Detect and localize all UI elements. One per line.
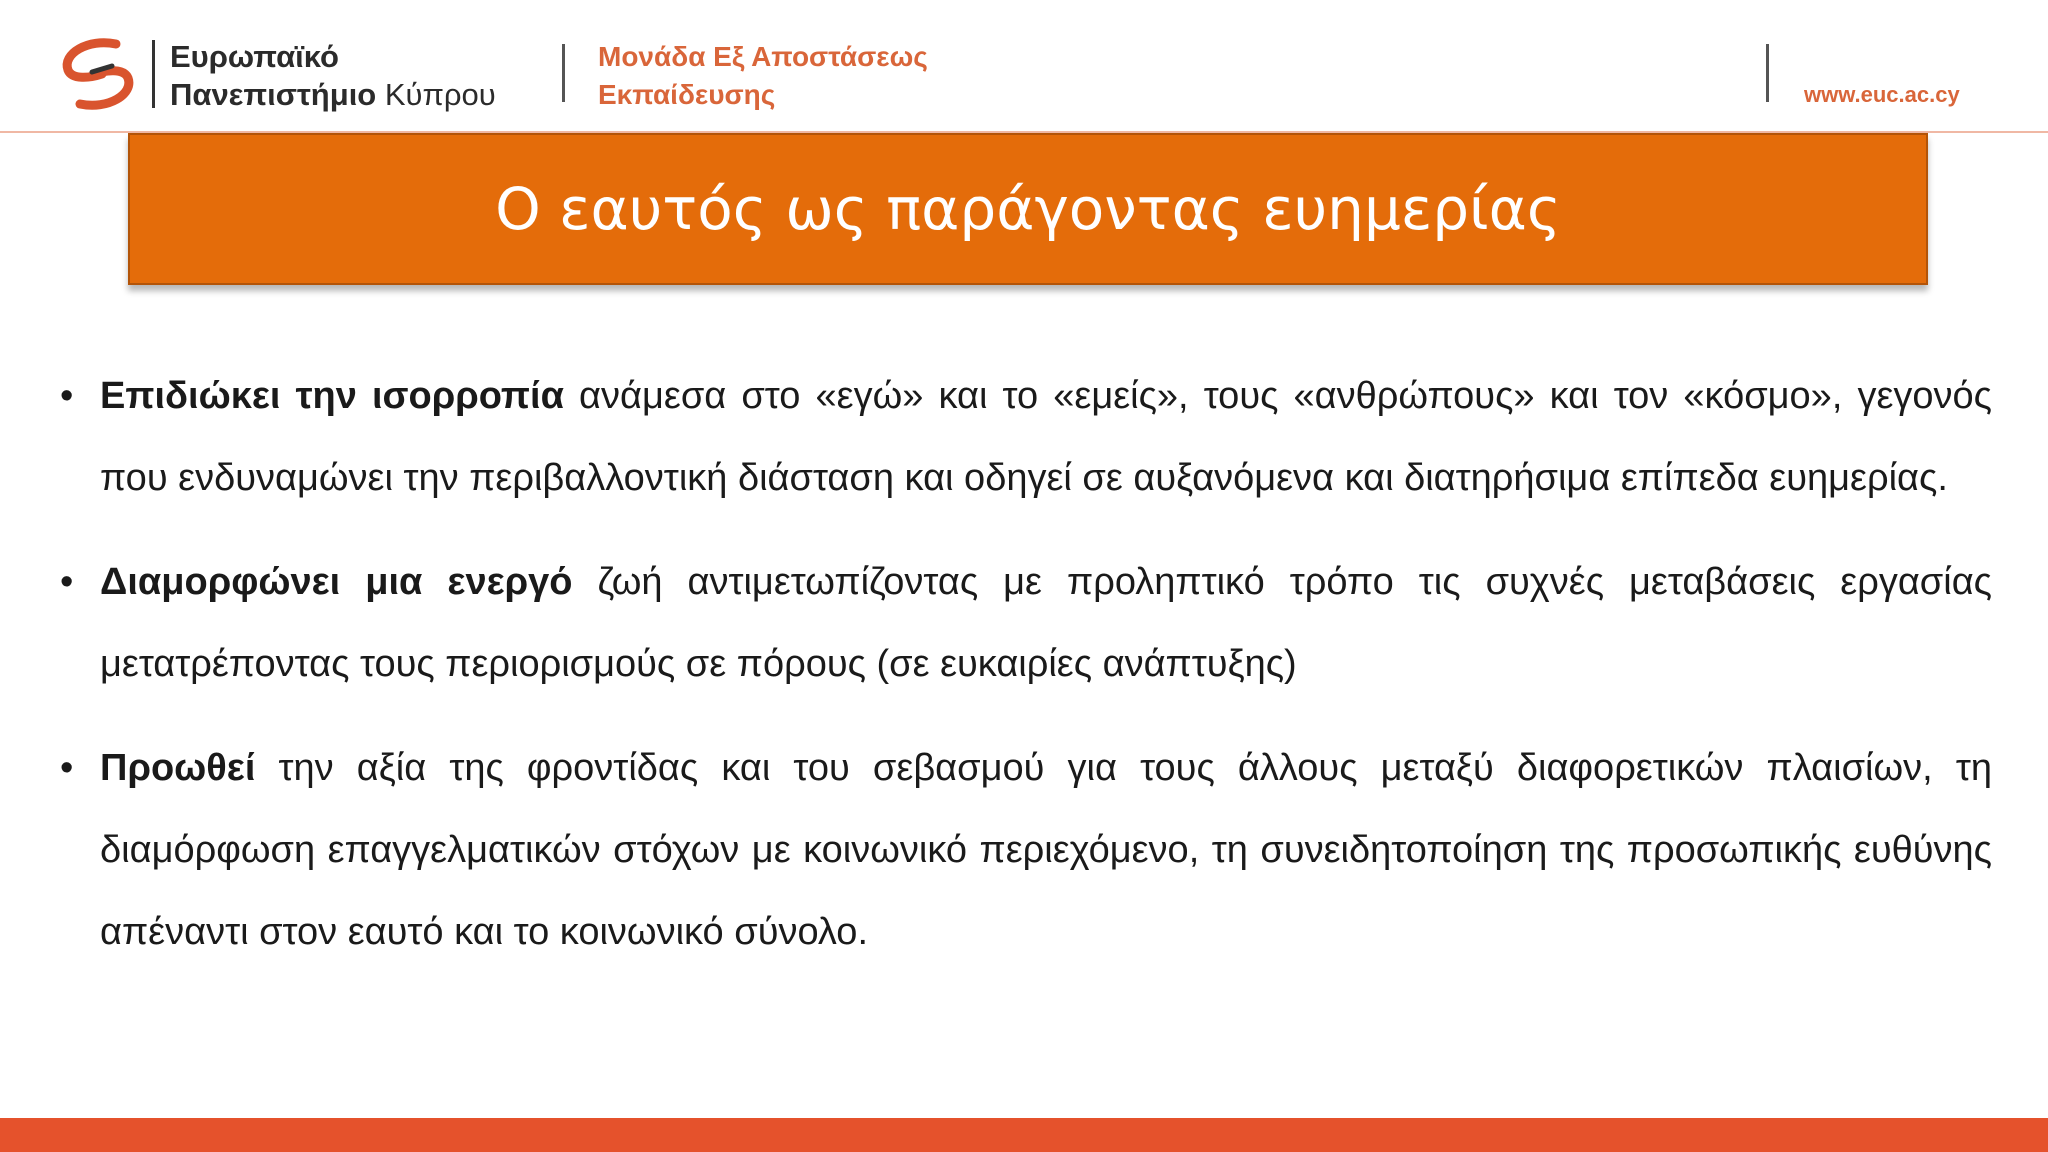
euc-logo-icon — [58, 36, 138, 112]
unit-name-line2: Εκπαίδευσης — [598, 79, 776, 110]
website-link[interactable]: www.euc.ac.cy — [1804, 82, 1960, 107]
footer-bar — [0, 1118, 2048, 1152]
bullet-list — [56, 355, 1992, 995]
bullet-marker: • — [60, 747, 74, 789]
bullet-text: την αξία της φροντίδας και του σεβασμού για τους άλλους μεταξύ διαφορετικών πλαισίων, τη διαμόρφωση επαγγελματικών στόχων με κοινωνικό περιεχόμενο, τη συνειδητοποίηση της προσωπικής ευθύνης απέναντι στον εαυτό και το κοινωνικό σύνολο. — [100, 747, 1992, 953]
university-name-line2-rest: Κύπρου — [376, 77, 496, 112]
university-name-line1: Ευρωπαϊκό — [170, 39, 339, 74]
bullet-item — [56, 727, 1992, 973]
bullet-lead-bold: Επιδιώκει την ισορροπία — [100, 375, 564, 417]
bullet-marker: • — [60, 561, 74, 603]
bullet-marker: • — [60, 375, 74, 417]
unit-divider — [562, 44, 565, 102]
bullet-text: ζωή αντιμετωπίζοντας με προληπτικό τρόπο τις συχνές μεταβάσεις εργασίας μετατρέποντας τους περιορισμούς σε πόρους (σε ευκαιρίες ανάπτυξης) — [100, 561, 1992, 685]
slide-header — [0, 0, 2048, 132]
bullet-item — [56, 355, 1992, 519]
bullet-item — [56, 541, 1992, 705]
unit-name — [598, 38, 928, 114]
bullet-lead-bold: Προωθεί — [100, 747, 256, 789]
website-divider — [1766, 44, 1769, 102]
unit-name-line1: Μονάδα Εξ Αποστάσεως — [598, 41, 928, 72]
university-name-line2 — [170, 76, 496, 114]
university-name — [170, 38, 496, 114]
logo-divider — [152, 40, 155, 108]
university-name-line2-bold: Πανεπιστήμιο — [170, 77, 377, 112]
slide-title: Ο εαυτός ως παράγοντας ευημερίας — [495, 175, 1561, 243]
bullet-lead-bold: Διαμορφώνει μια ενεργό — [100, 561, 573, 603]
bullet-text: ανάμεσα στο «εγώ» και το «εμείς», τους «ανθρώπους» και τον «κόσμο», γεγονός που ενδυναμώνει την περιβαλλοντική διάσταση και οδηγεί σε αυξανόμενα και διατηρήσιμα επίπεδα ευημερίας. — [100, 375, 1992, 499]
title-banner — [128, 133, 1928, 285]
